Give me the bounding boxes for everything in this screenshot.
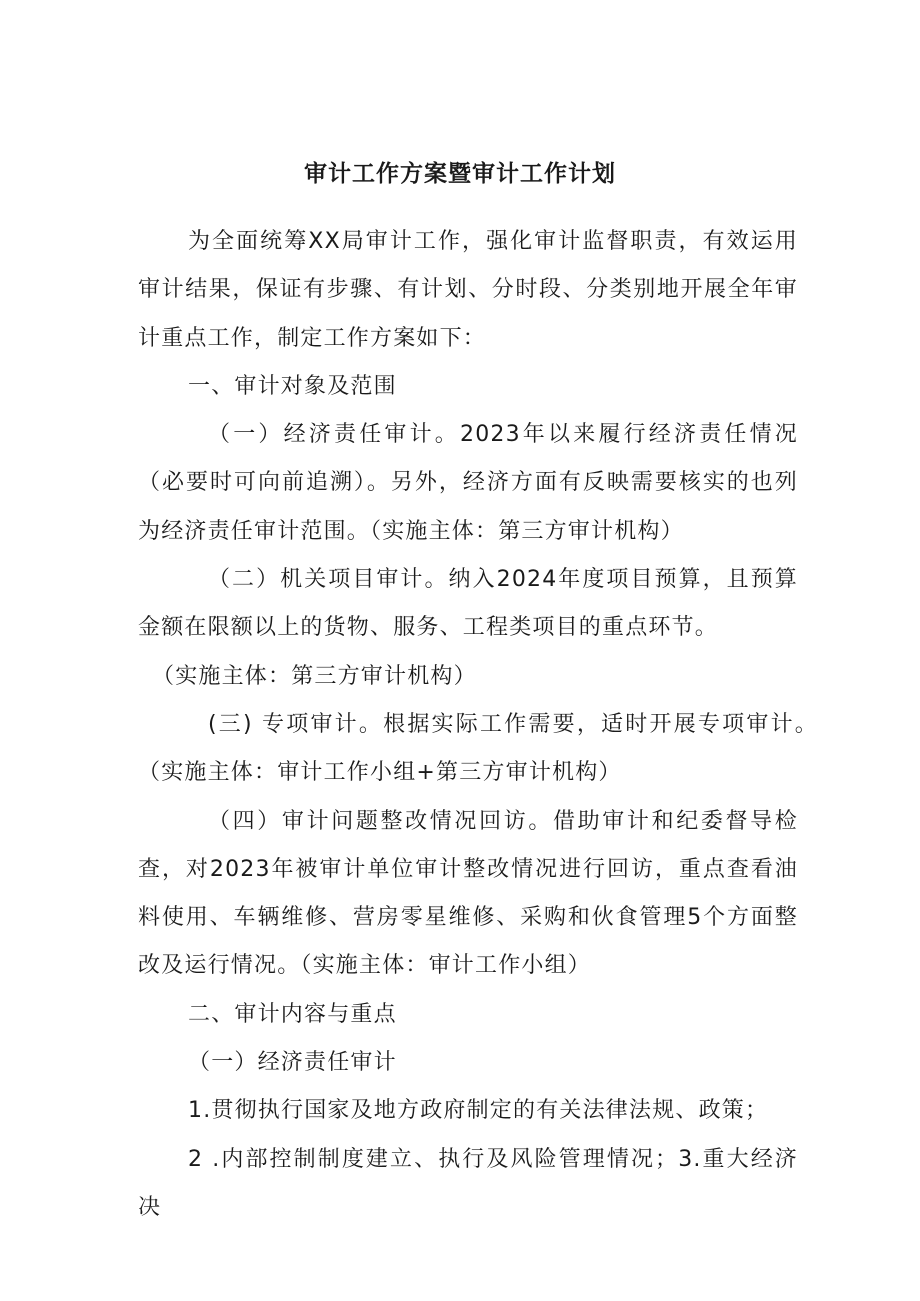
section1-heading: 一、审计对象及范围	[188, 373, 397, 399]
section2-sub1: （一）经济责任审计	[188, 1050, 397, 1076]
document-title: 审计工作方案暨审计工作计划	[304, 161, 616, 187]
intro-paragraph: 为全面统筹XX局审计工作，强化审计监督职责，有效运用审计结果，保证有步骤、有计划、分时段、分类别地开展全年审计重点工作，制定工作方案如下：	[138, 229, 798, 351]
document-body	[138, 218, 818, 1232]
section2-point1: 1.贯彻执行国家及地方政府制定的有关法律法规、政策；	[188, 1098, 769, 1124]
section1-item1: （一）经济责任审计。2023年以来履行经济责任情况（必要时可向前追溯）。另外，经济方面有反映需要核实的也列为经济责任审计范围。（实施主体：第三方审计机构）	[138, 422, 798, 544]
section1-item4: （四）审计问题整改情况回访。借助审计和纪委督导检查，对2023年被审计单位审计整改情况进行回访，重点查看油料使用、车辆维修、营房零星维修、采购和伙食管理5个方面整改及运行情况。（实施主体：审计工作小组）	[138, 808, 798, 979]
section2-point2: 2 .内部控制制度建立、执行及风险管理情况；3.重大经济决	[138, 1146, 798, 1220]
section1-item2: （二）机关项目审计。纳入2024年度项目预算，且预算金额在限额以上的货物、服务、工程类项目的重点环节。	[138, 567, 798, 641]
section2-heading: 二、审计内容与重点	[188, 1001, 397, 1027]
section1-item3: (三) 专项审计。根据实际工作需要，适时开展专项审计。（实施主体：审计工作小组+第三方审计机构）	[138, 711, 818, 786]
section1-item2-subject: （实施主体：第三方审计机构）	[152, 663, 477, 689]
